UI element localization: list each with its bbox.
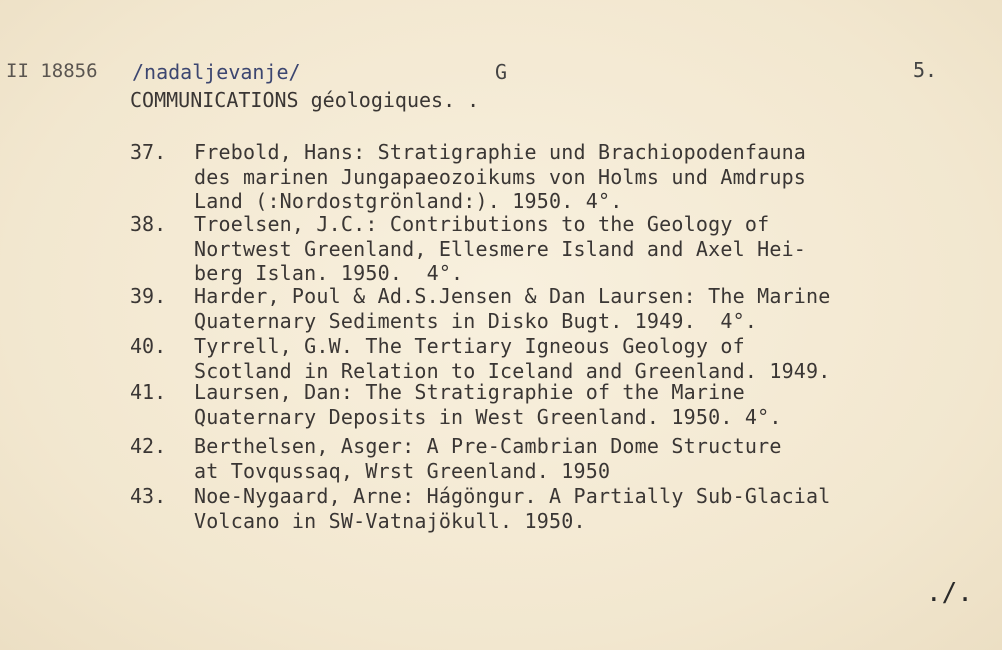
entry-text	[194, 484, 831, 533]
entry-text	[194, 434, 782, 483]
entry-line: Harder, Poul & Ad.S.Jensen & Dan Laursen: The Marine	[194, 284, 831, 308]
entry-number: 38.	[130, 212, 167, 236]
subject-heading: /nadaljevanje/	[132, 60, 301, 84]
entry-line: Land (:Nordostgrönland:). 1950. 4°.	[194, 189, 623, 213]
entry-line: Scotland in Relation to Iceland and Greenland. 1949.	[194, 358, 831, 383]
entry-text	[194, 212, 806, 286]
entry-line: Nortwest Greenland, Ellesmere Island and Axel Hei-	[194, 236, 807, 261]
catalog-number: II 18856	[6, 60, 98, 82]
entry-line: Quaternary Deposits in West Greenland. 1950. 4°.	[194, 404, 782, 429]
entry-line: Troelsen, J.C.: Contributions to the Geology of	[194, 212, 770, 236]
entry-line: Noe-Nygaard, Arne: Hágöngur. A Partially Sub-Glacial	[194, 484, 831, 508]
entry-text	[194, 284, 831, 333]
entry-number: 41.	[130, 380, 167, 404]
entry-line: Tyrrell, G.W. The Tertiary Igneous Geology of	[194, 334, 745, 358]
entry-line: Quaternary Sediments in Disko Bugt. 1949. 4°.	[194, 308, 758, 333]
entry-number: 37.	[130, 140, 167, 164]
entry-line: des marinen Jungapaeozoikums von Holms und Amdrups	[194, 164, 807, 189]
series-title: COMMUNICATIONS géologiques. .	[130, 88, 480, 112]
entry-text	[194, 140, 806, 214]
entry-line: Frebold, Hans: Stratigraphie und Brachiopodenfauna	[194, 140, 807, 164]
entry-line: berg Islan. 1950. 4°.	[194, 261, 464, 285]
entry-number: 42.	[130, 434, 167, 458]
entry-line: Volcano in SW-Vatnajökull. 1950.	[194, 508, 586, 533]
entry-line: at Tovqussaq, Wrst Greenland. 1950	[194, 458, 611, 483]
entry-number: 43.	[130, 484, 167, 508]
entry-line: Laursen, Dan: The Stratigraphie of the Marine	[194, 380, 745, 404]
index-letter: G	[495, 60, 508, 84]
entry-number: 40.	[130, 334, 167, 358]
entry-line: Berthelsen, Asger: A Pre-Cambrian Dome Structure	[194, 434, 782, 458]
continuation-mark: ./.	[926, 578, 973, 608]
entry-text	[194, 334, 831, 383]
entry-text	[194, 380, 782, 429]
entry-number: 39.	[130, 284, 167, 308]
page-number: 5.	[913, 58, 938, 82]
